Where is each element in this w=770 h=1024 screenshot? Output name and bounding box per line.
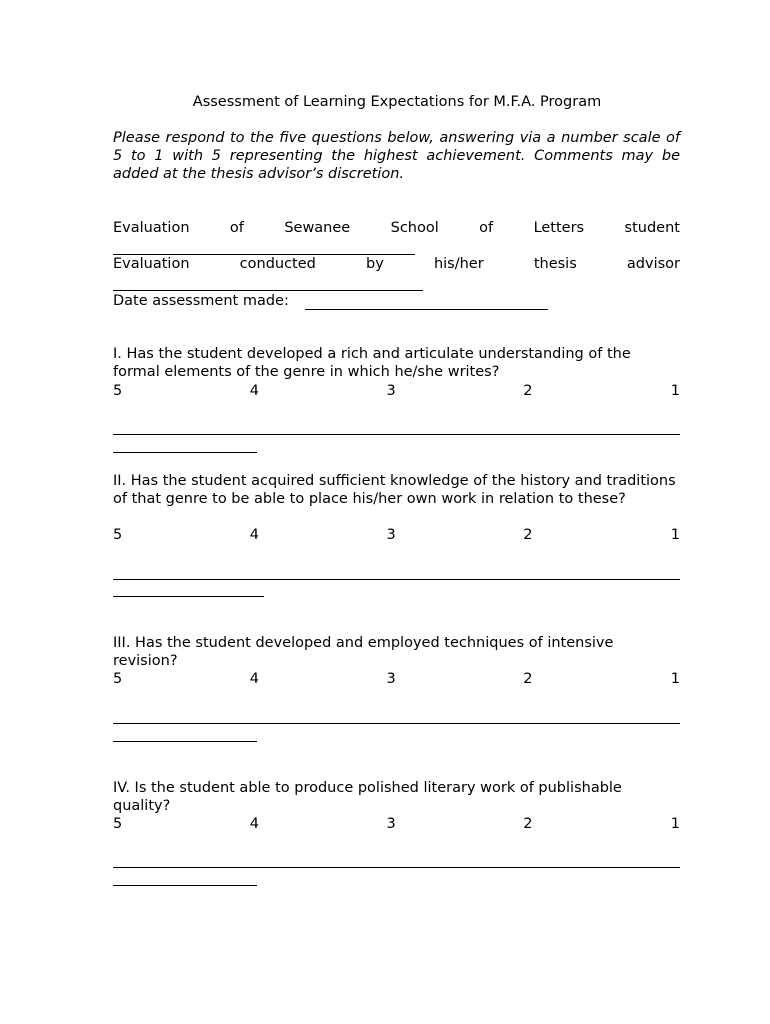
rating-option-3[interactable]: 3	[386, 671, 396, 687]
question-2: II. Has the student acquired sufficient knowledge of the history and traditions of that genre to be able to place his/her own work in relation to these?	[113, 473, 676, 507]
comment-line-3b[interactable]	[113, 741, 257, 742]
advisor-line-word: Evaluation	[113, 256, 190, 272]
student-line-word: Letters	[533, 220, 585, 236]
rating-option-5[interactable]: 5	[113, 816, 123, 832]
advisor-line-word: advisor	[626, 256, 680, 272]
comment-line-3[interactable]	[113, 723, 680, 724]
rating-option-5[interactable]: 5	[113, 383, 123, 399]
student-line-word: of	[229, 220, 244, 236]
comment-line-4b[interactable]	[113, 885, 257, 886]
rating-option-1[interactable]: 1	[670, 383, 680, 399]
comment-line-1b[interactable]	[113, 452, 257, 453]
rating-option-4[interactable]: 4	[249, 816, 259, 832]
advisor-line	[113, 255, 680, 273]
comment-line-2b[interactable]	[113, 596, 264, 597]
rating-option-2[interactable]: 2	[523, 383, 533, 399]
student-line-word: student	[624, 220, 680, 236]
advisor-line-word: his/her	[433, 256, 484, 272]
rating-scale-4	[113, 815, 680, 833]
comment-line-4[interactable]	[113, 867, 680, 868]
rating-option-3[interactable]: 3	[386, 527, 396, 543]
rating-option-2[interactable]: 2	[523, 527, 533, 543]
advisor-line-word: conducted	[239, 256, 316, 272]
question-4: IV. Is the student able to produce polished literary work of publishable quality?	[113, 780, 622, 814]
comment-line-1[interactable]	[113, 434, 680, 435]
rating-scale-3	[113, 670, 680, 688]
rating-option-5[interactable]: 5	[113, 527, 123, 543]
student-line-word: School	[390, 220, 439, 236]
rating-scale-1	[113, 382, 680, 400]
student-line-word: Sewanee	[284, 220, 351, 236]
student-line-word: of	[479, 220, 494, 236]
rating-option-3[interactable]: 3	[386, 816, 396, 832]
rating-option-2[interactable]: 2	[523, 816, 533, 832]
advisor-line-word: thesis	[533, 256, 577, 272]
rating-option-5[interactable]: 5	[113, 671, 123, 687]
student-name-line	[113, 219, 680, 237]
advisor-name-blank[interactable]	[113, 290, 423, 291]
rating-option-1[interactable]: 1	[670, 816, 680, 832]
student-line-word: Evaluation	[113, 220, 190, 236]
question-1: I. Has the student developed a rich and articulate understanding of the formal elements of the genre in which he/she writes?	[113, 346, 631, 380]
document-title: Assessment of Learning Expectations for M.F.A. Program	[192, 94, 602, 110]
rating-scale-2	[113, 526, 680, 544]
rating-option-2[interactable]: 2	[523, 671, 533, 687]
question-3: III. Has the student developed and employed techniques of intensive revision?	[113, 635, 614, 669]
rating-option-4[interactable]: 4	[249, 383, 259, 399]
instructions-paragraph: Please respond to the five questions below, answering via a number scale of 5 to 1 with 5 representing the highest achievement. Comments may be added at the thesis advisor’s discretion.	[113, 130, 680, 182]
rating-option-3[interactable]: 3	[386, 383, 396, 399]
rating-option-1[interactable]: 1	[670, 671, 680, 687]
rating-option-1[interactable]: 1	[670, 527, 680, 543]
advisor-line-word: by	[366, 256, 384, 272]
comment-line-2[interactable]	[113, 579, 680, 580]
date-label: Date assessment made:	[113, 293, 289, 309]
date-blank[interactable]	[305, 309, 548, 310]
rating-option-4[interactable]: 4	[249, 527, 259, 543]
rating-option-4[interactable]: 4	[249, 671, 259, 687]
